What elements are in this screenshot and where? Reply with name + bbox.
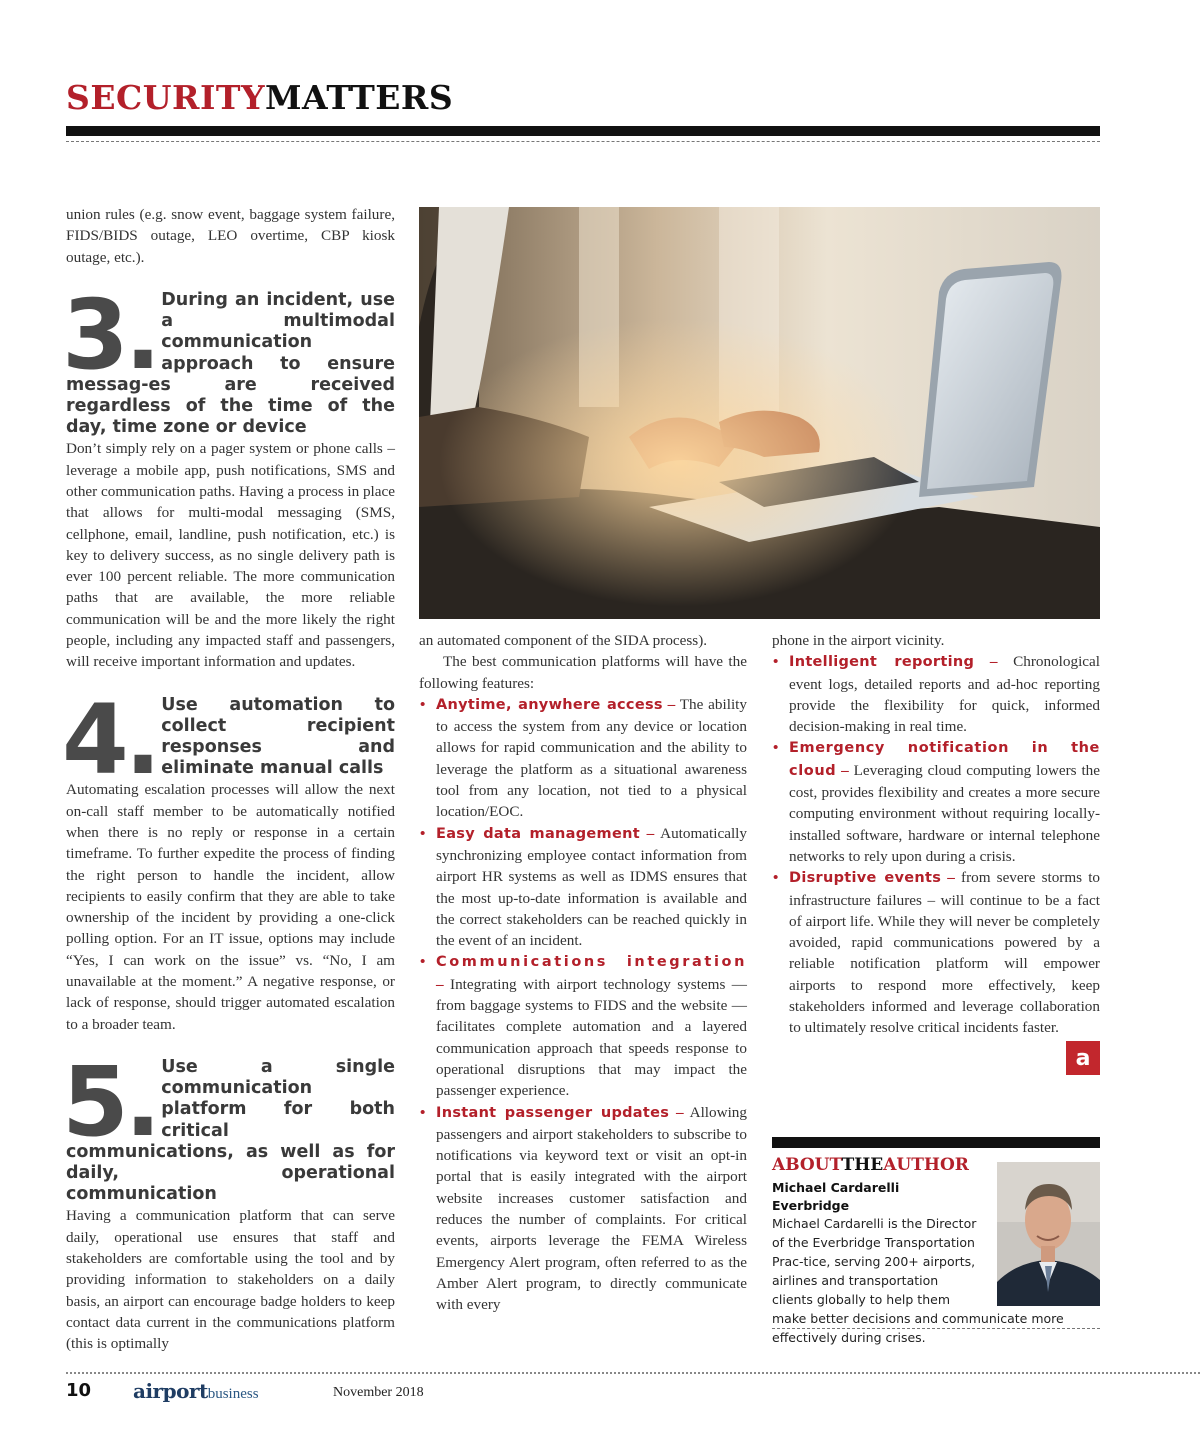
feature-dash: – xyxy=(989,653,998,671)
feature-dash: – xyxy=(676,1103,684,1121)
feature-item xyxy=(419,1102,747,1316)
author-title-author: AUTHOR xyxy=(883,1155,969,1175)
article-column-1 xyxy=(62,204,395,1354)
feature-text: Leveraging cloud computing lowers the cost, provides flexibility and creates a more secure computing environment without requiring locally-installed software, hardware or internal telephone networks to rely upon during a crisis. xyxy=(789,761,1101,865)
issue-date: November 2018 xyxy=(333,1385,424,1400)
feature-item xyxy=(772,867,1100,1038)
feature-text: Allowing passengers and airport stakeholders to subscribe to notifications via keyword text or visit an opt-in portal that is easily integrated with the airport website increases customer satisfaction and reduces the number of complaints. For critical events, airports leverage the FEMA Wireless Emergency Alert program, often referred to as the Amber Alert program, to directly communicate with every xyxy=(436,1103,747,1314)
col3-continued: phone in the airport vicinity. xyxy=(772,632,945,649)
end-mark-letter: a xyxy=(1075,1045,1091,1071)
header-rule xyxy=(66,126,1100,136)
end-mark-logo-icon xyxy=(1066,1041,1100,1075)
tip-5 xyxy=(62,1045,395,1355)
feature-dash: – xyxy=(667,695,676,713)
author-dashed-rule xyxy=(772,1328,1100,1329)
author-name: Michael Cardarelli xyxy=(772,1180,900,1195)
feature-text: Chronological event logs, detailed reports and ad-hoc reporting provide the flexibility for quick, informed decision-making in real time. xyxy=(789,653,1100,736)
col1-intro: union rules (e.g. snow event, baggage system failure, FIDS/BIDS outage, LEO overtime, CBP kiosk outage, etc.). xyxy=(66,206,395,266)
magazine-logo xyxy=(133,1379,259,1403)
feature-title: Emergency notification in the cloud xyxy=(789,740,1100,779)
tip-body: Don’t simply rely on a pager system or phone calls – leverage a mobile app, push notifications, SMS and other communication paths. Having a process in place that allows for multi-modal messaging (SMS, cellphone, email, landline, push notification, etc.) is key to delivery success, as no single delivery path is ever 100 percent reliable. The more communication paths that are available, the more reliable communication will be and the more likely the right people, including any impacted staff and passengers, will receive important information and updates. xyxy=(66,440,395,671)
tip-body: Automating escalation processes will allow the next on-call staff member to be automatically notified when there is no reply or response in a certain timeframe. To further expedite the process of finding the right person to handle the incident, allow recipients to easily confirm that they are able to take ownership of the incident by providing a one-click polling option. For an IT issue, options may include “Yes, I can work on the issue” vs. “No, I am unavailable at the moment.” A negative response, or lack of response, should trigger automated escalation to a broader team. xyxy=(66,781,395,1033)
section-title-black: MATTERS xyxy=(265,78,454,117)
author-title-about: ABOUT xyxy=(772,1155,842,1175)
tip-number: 5. xyxy=(62,1045,158,1158)
feature-dash: – xyxy=(646,824,655,842)
feature-item xyxy=(419,823,747,952)
feature-title: Communications integration xyxy=(436,954,747,971)
feature-title: Anytime, anywhere access xyxy=(436,696,663,713)
feature-title: Disruptive events xyxy=(789,870,942,887)
feature-text: Integrating with airport technology systems — from baggage systems to FIDS and the website — facilitates complete automation and a layered communication approach that speeds response to operational disruptions that may impact the passenger experience. xyxy=(436,975,747,1100)
feature-title: Intelligent reporting xyxy=(789,654,975,671)
tip-heading: Use automation to collect recipient responses and eliminate manual calls xyxy=(161,694,395,779)
author-rule xyxy=(772,1137,1100,1148)
feature-text: from severe storms to infrastructure failures – will continue to be a fact of airport life. While they will never be completely avoided, rapid communications powered by a reliable notification platform will empower airports to respond more effectively, keep stakeholders informed and leverage collaboration to ultimately resolve critical incidents faster. xyxy=(789,869,1101,1037)
section-title xyxy=(66,78,453,118)
feature-title: Easy data management xyxy=(436,825,640,842)
page-number: 10 xyxy=(66,1380,92,1401)
tip-4 xyxy=(62,683,395,1035)
feature-item xyxy=(772,737,1100,867)
author-title-the: THE xyxy=(841,1155,884,1175)
tip-body: Having a communication platform that can serve daily, operational use ensures that staff and stakeholders are comfortable using the tool and by providing information to stakeholders on a daily basis, an airport can encourage badge holders to keep contact data current in the communications platform (this is optimally xyxy=(66,1207,395,1353)
feature-item xyxy=(419,694,747,823)
features-lead: The best communication platforms will have the following features: xyxy=(419,653,747,692)
feature-list xyxy=(772,651,1100,1038)
magazine-logo-bold: airport xyxy=(133,1379,208,1403)
magazine-logo-light: business xyxy=(207,1386,259,1402)
tip-heading: During an incident, use a multimodal communication approach to ensure messag-es are received regardless of the time of the day, time zone or device xyxy=(66,289,395,438)
feature-dash: – xyxy=(436,975,444,993)
article-column-2 xyxy=(419,630,747,1316)
feature-item xyxy=(419,951,747,1101)
feature-text: Automatically synchronizing employee contact information from airport HR systems as well as IDMS ensures that the most up-to-date information is available and the correct stakeholders can be reached quickly in the event of an incident. xyxy=(436,824,747,950)
section-title-red: SECURITY xyxy=(66,78,266,117)
feature-title: Instant passenger updates xyxy=(436,1104,670,1121)
tip-3 xyxy=(62,278,395,673)
laptop-photo xyxy=(419,207,1100,619)
footer-dotted-rule xyxy=(66,1372,1200,1374)
author-box-title xyxy=(772,1155,969,1175)
feature-dash: – xyxy=(841,761,849,779)
article-column-3 xyxy=(772,630,1100,1039)
feature-text: The ability to access the system from any device or location allows for rapid communication and the ability to leverage the platform as a situational awareness tool from any location, not tied to a physical location/EOC. xyxy=(436,695,747,821)
author-company: Everbridge xyxy=(772,1198,850,1213)
tip-number: 4. xyxy=(62,683,158,796)
tip-number: 3. xyxy=(62,278,158,391)
author-bio-text: Michael Cardarelli is the Director of the Everbridge Transportation Prac-tice, serving 200+ airports, airlines and transportation clients globally to help them make better decisions and communicate more effectively during crises. xyxy=(772,1216,1064,1345)
col2-continued: an automated component of the SIDA process). xyxy=(419,632,708,649)
feature-item xyxy=(772,651,1100,737)
author-photo xyxy=(997,1162,1100,1306)
header-dashed-rule xyxy=(66,141,1100,142)
feature-list xyxy=(419,694,747,1316)
feature-dash: – xyxy=(947,869,955,887)
tip-heading: Use a single communication platform for both critical communications, as well as for daily, operational communication xyxy=(66,1056,395,1205)
